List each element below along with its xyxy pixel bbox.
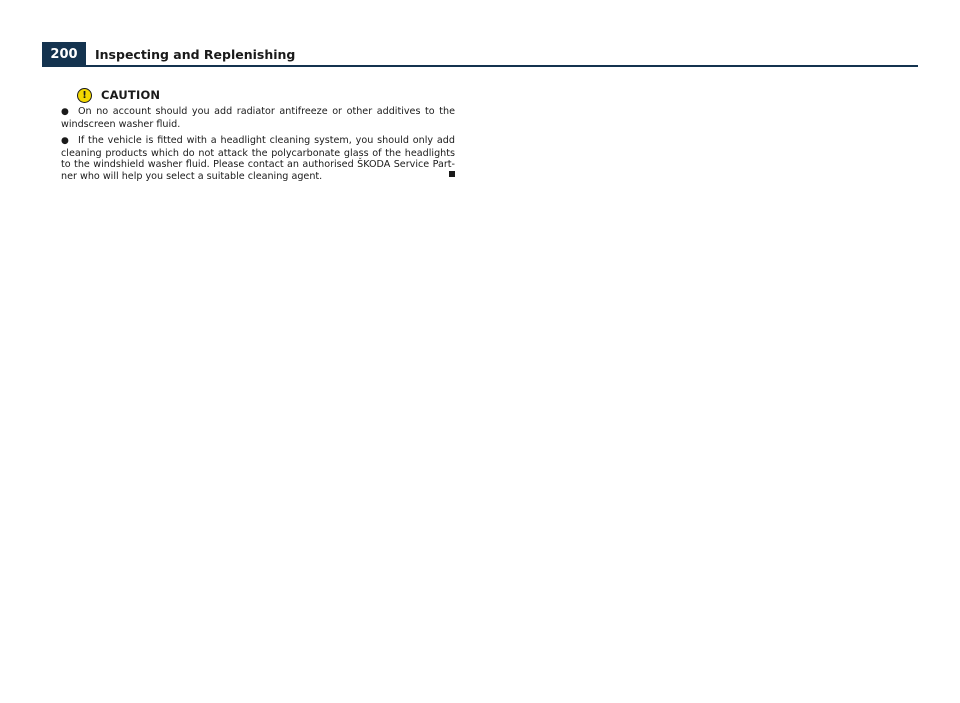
caution-item <box>61 135 455 182</box>
page-number: 200 <box>42 42 86 67</box>
caution-item-text: On no account should you add radiator antifreeze or other additives to the windscreen washer fluid. <box>61 106 455 130</box>
page-header-title: Inspecting and Replenishing <box>95 47 296 62</box>
caution-heading <box>61 87 455 103</box>
bullet-icon: ● <box>61 136 69 146</box>
header-divider <box>86 65 918 67</box>
bullet-icon: ● <box>61 107 69 117</box>
caution-label: CAUTION <box>101 88 161 102</box>
caution-item <box>61 106 455 130</box>
section-end-marker-icon <box>449 171 455 177</box>
caution-item-text: If the vehicle is fitted with a headlight cleaning system, you should only add cleaning products which do not attack the polycarbonate glass of the headlights to the windshield washer fluid. Please contact an authorised ŠKODA Service Partner who will help you select a suitable cleaning agent. <box>61 135 455 182</box>
exclamation-circle-icon: ! <box>77 88 92 103</box>
caution-box <box>61 87 455 187</box>
